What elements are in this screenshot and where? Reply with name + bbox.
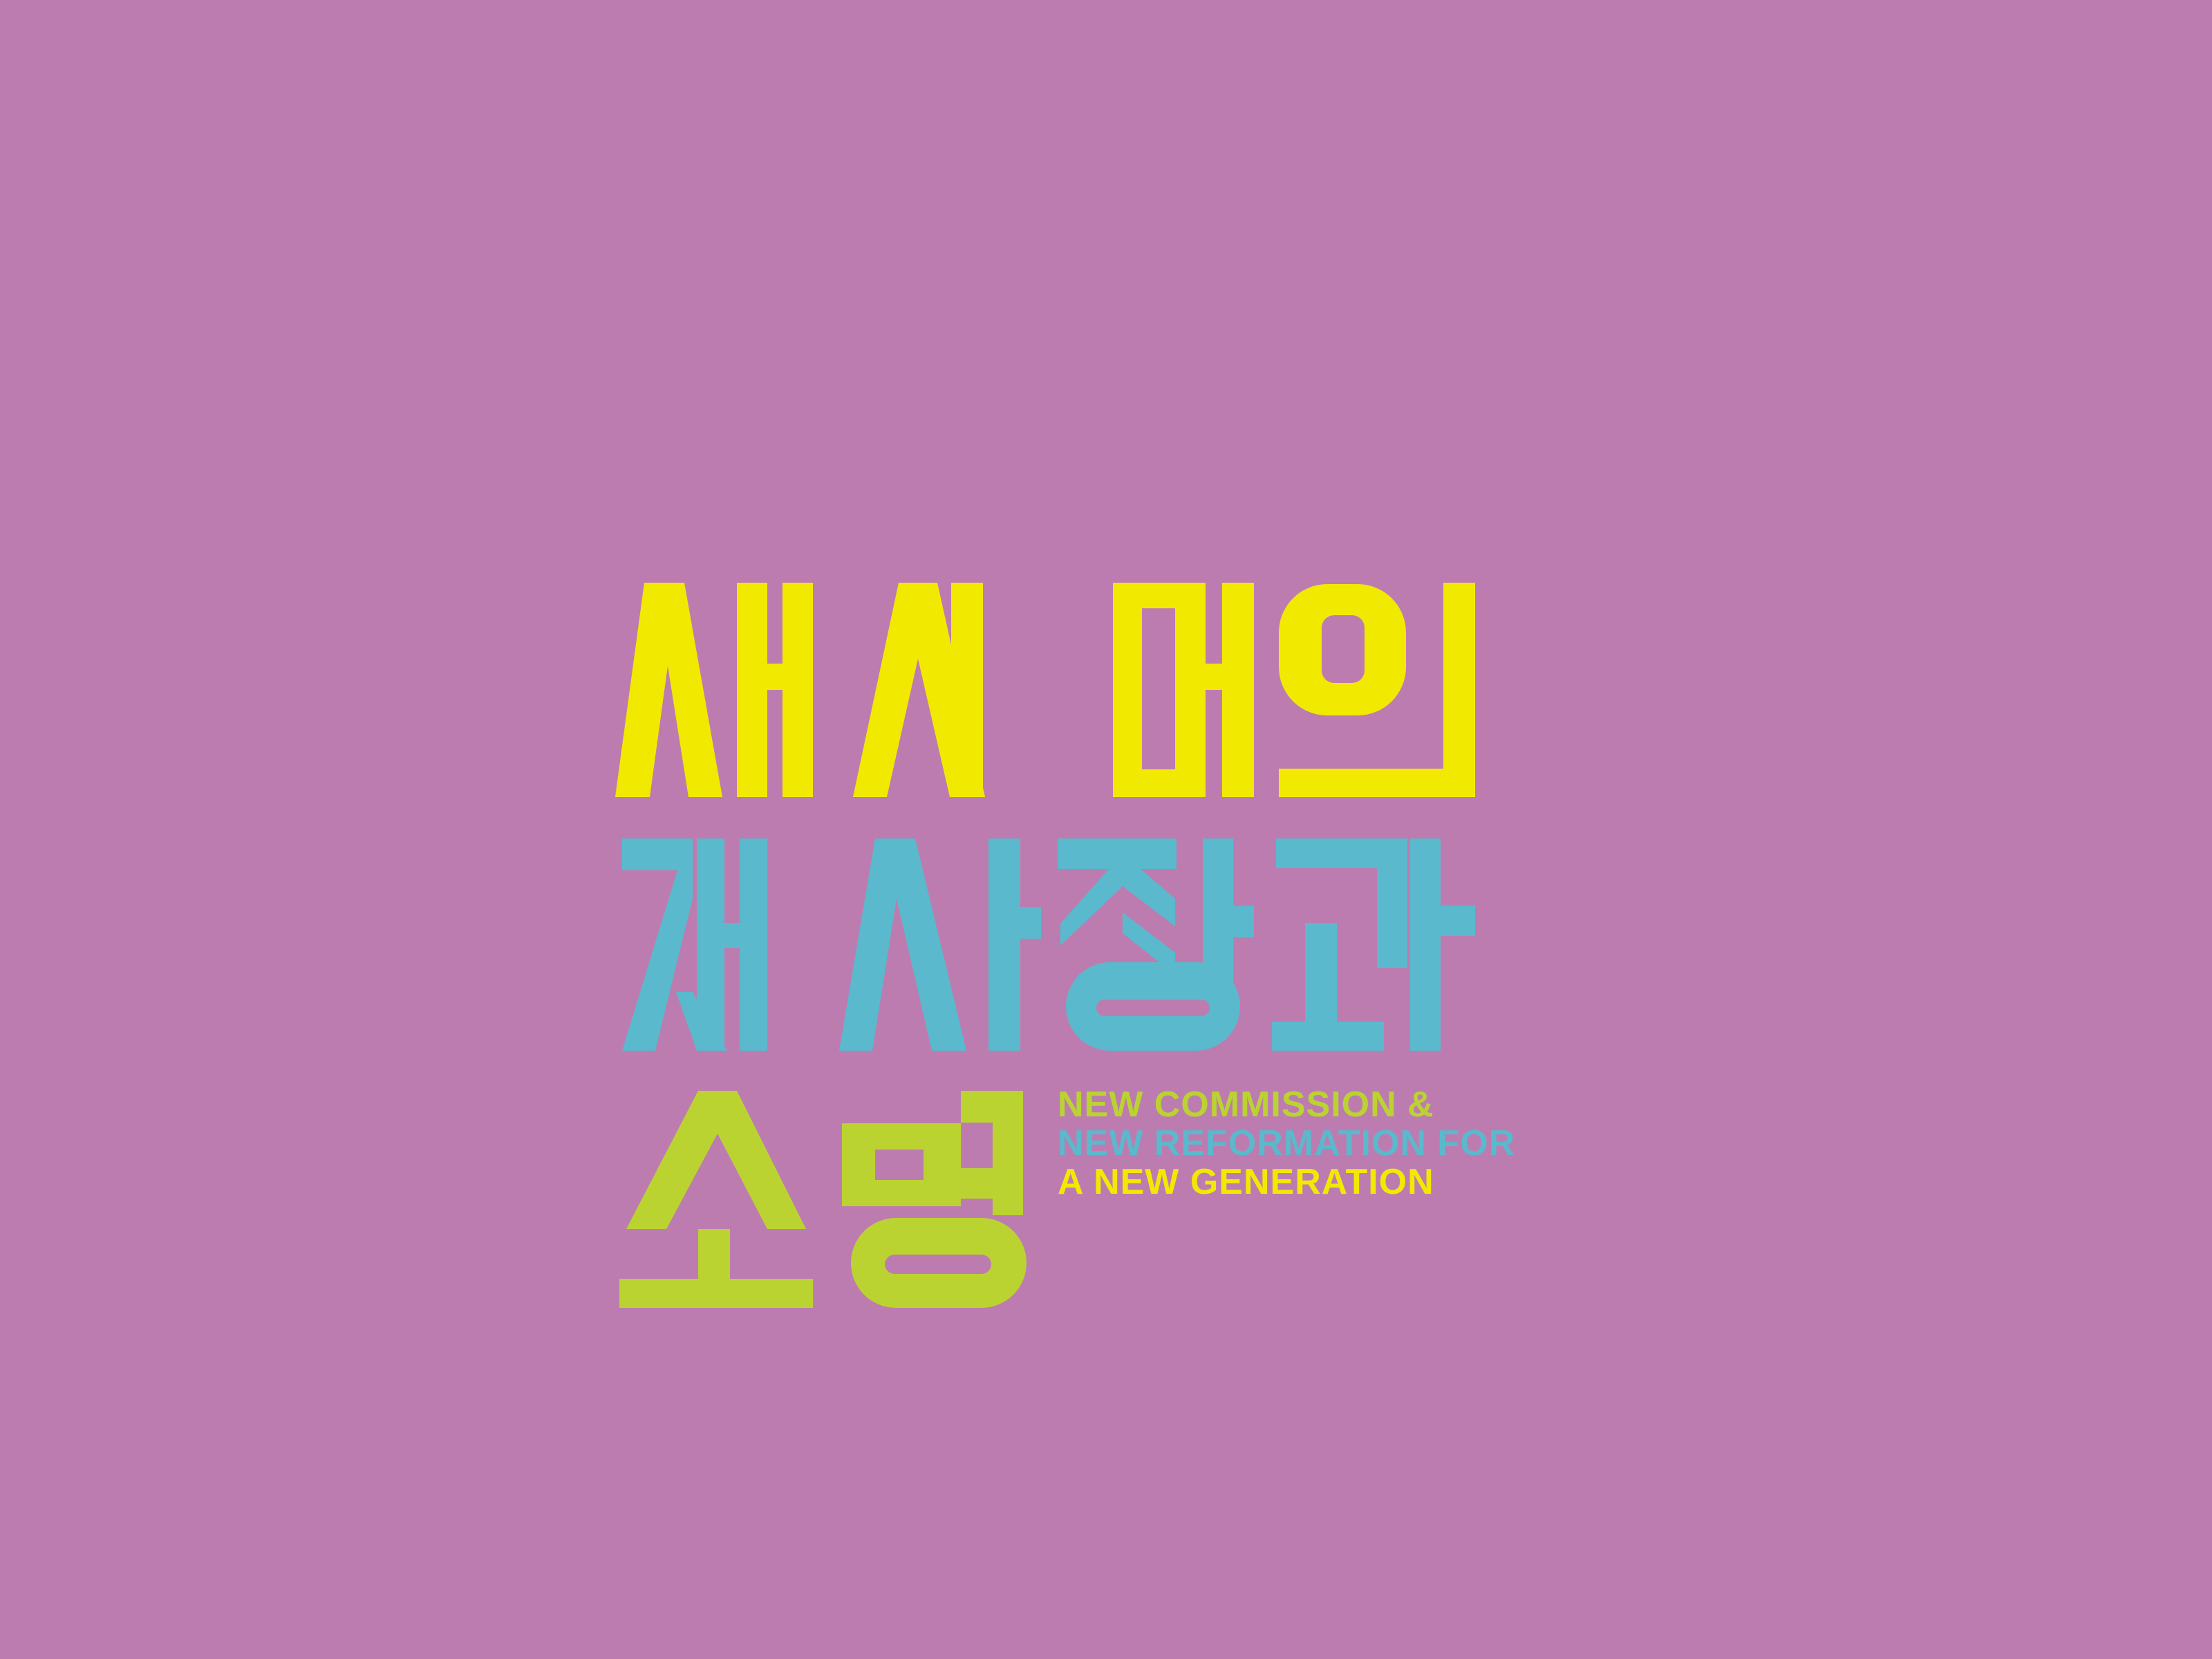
char-dae: [1113, 583, 1254, 797]
char-je: [622, 838, 767, 1051]
char-sae: [615, 583, 813, 797]
char-sa: [839, 838, 1041, 1051]
subtitle-line-3: A NEW GENERATION: [1058, 1162, 1434, 1202]
char-ui: [1279, 583, 1475, 797]
title-line-1: [0, 0, 1475, 797]
char-jang: [1058, 838, 1254, 1051]
char-myeong: [842, 1091, 1027, 1308]
title-line-3: [0, 0, 1027, 1308]
char-si: [853, 583, 985, 797]
char-gwa: [1272, 838, 1475, 1051]
subtitle-line-2: NEW REFORMATION FOR: [1058, 1123, 1516, 1163]
subtitle-line-1: NEW COMMISSION &: [1058, 1085, 1434, 1125]
subtitle-block: [1058, 1085, 1541, 1201]
title-line-2: [0, 0, 1475, 1051]
char-so: [619, 1091, 813, 1308]
